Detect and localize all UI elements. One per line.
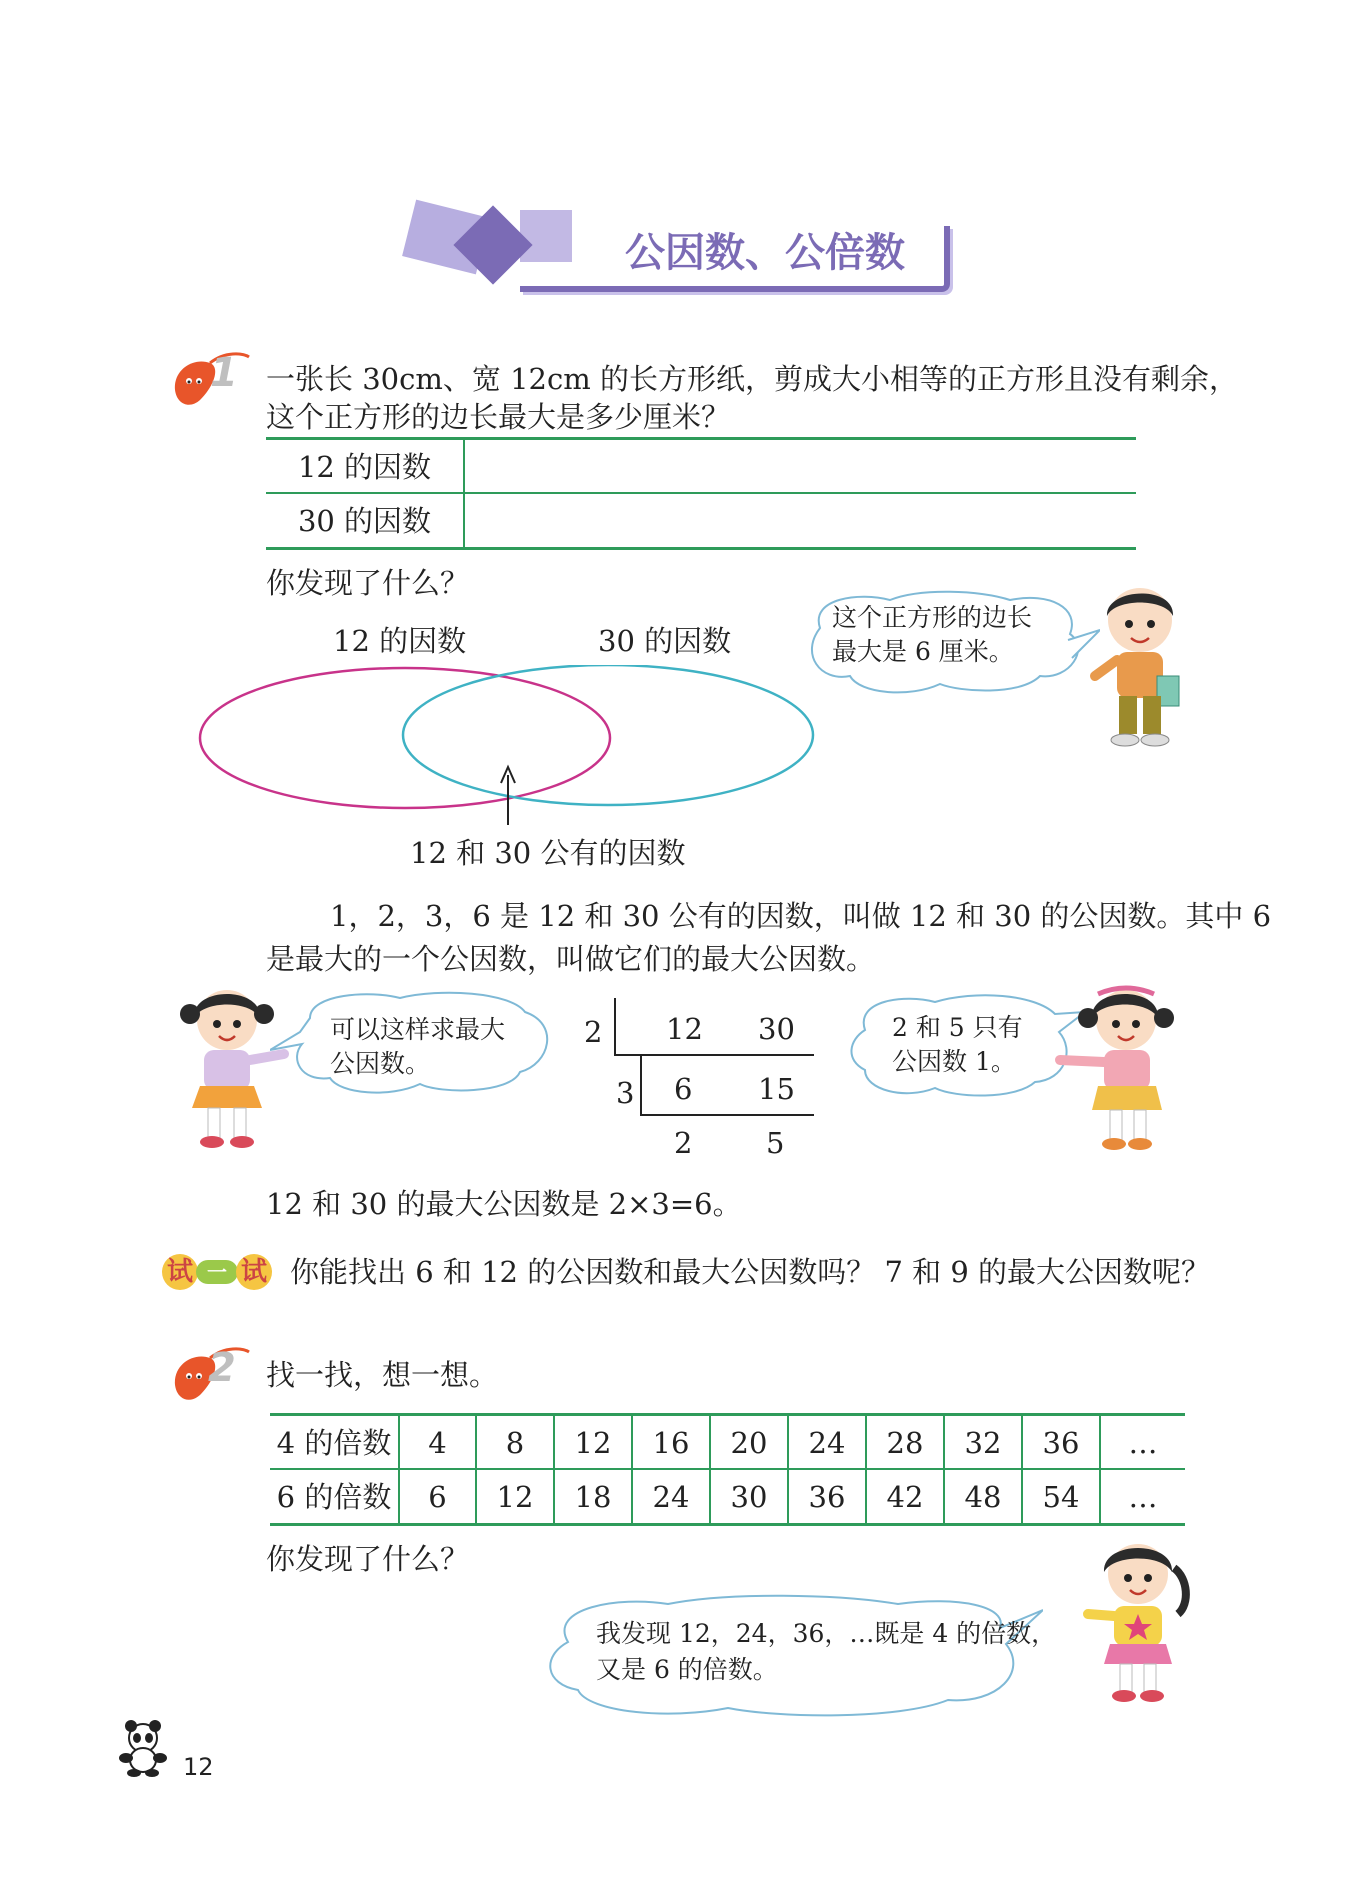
division-bar-2-vertical: [640, 1056, 642, 1114]
table-row-label-12: 12 的因数: [297, 450, 432, 484]
division-bar-1-horizontal: [614, 1054, 814, 1056]
page-title: 公因数、公倍数: [625, 229, 905, 276]
try-it-badge-mid: 一: [196, 1260, 238, 1284]
page-number: 12: [183, 1753, 214, 1781]
venn-label-right: 30 的因数: [598, 624, 732, 658]
mtable-cell: 28: [886, 1426, 924, 1460]
try-it-badge-left: 试: [162, 1254, 198, 1290]
division-row1-b: 30: [758, 1012, 795, 1046]
girl-left-bubble-line-1: 可以这样求最大: [330, 1015, 506, 1044]
venn-arrow-label: 12 和 30 公有的因数: [410, 836, 686, 870]
mtable-cell: 16: [652, 1426, 690, 1460]
boy-bubble-line-2: 最大是 6 厘米。: [832, 637, 1014, 666]
question-line-2: 这个正方形的边长最大是多少厘米？: [266, 400, 731, 434]
conclusion: 12 和 30 的最大公因数是 2×3=6。: [266, 1187, 742, 1221]
girl-right-bubble-line-1: 2 和 5 只有: [892, 1013, 1023, 1042]
divisor-1: 2: [584, 1015, 603, 1049]
divisor-2: 3: [616, 1076, 635, 1110]
example-2-bubble-line-2: 又是 6 的倍数。: [596, 1655, 778, 1684]
mtable-cell: 24: [652, 1480, 690, 1514]
mtable-cell: 54: [1042, 1480, 1080, 1514]
division-row2-a: 6: [674, 1072, 693, 1106]
venn-ellipse-12: [200, 668, 610, 808]
venn-label-left: 12 的因数: [333, 624, 467, 658]
table-divider: [463, 440, 465, 547]
mtable-cell: 20: [730, 1426, 768, 1460]
girl-left-bubble-line-2: 公因数。: [330, 1049, 431, 1078]
division-row2-b: 15: [758, 1072, 795, 1106]
division-row3-b: 5: [766, 1126, 785, 1160]
mtable-cell: 36: [808, 1480, 846, 1514]
example-2-number: 2: [208, 1345, 236, 1391]
division-row1-a: 12: [666, 1012, 703, 1046]
discover-prompt: 你发现了什么？: [266, 566, 470, 600]
try-it-badge: [162, 1254, 272, 1290]
mtable-row-label: 4 的倍数: [276, 1426, 392, 1460]
example-2-girl-illustration: [1078, 1534, 1198, 1709]
mtable-cell: 48: [964, 1480, 1002, 1514]
example-2-prompt: 找一找，想一想。: [266, 1358, 499, 1392]
boy-bubble-line-1: 这个正方形的边长: [832, 603, 1033, 632]
venn-ellipse-30: [403, 665, 813, 805]
mtable-cell: 12: [496, 1480, 534, 1514]
mtable-cell: 36: [1042, 1426, 1080, 1460]
mtable-cell: 30: [730, 1480, 768, 1514]
table-row-label-30: 30 的因数: [297, 504, 432, 538]
mtable-cell: …: [1128, 1426, 1158, 1460]
mtable-cell: …: [1128, 1480, 1158, 1514]
girl-right-illustration: [1048, 978, 1188, 1158]
division-bar-1-vertical: [614, 998, 616, 1054]
division-row3-a: 2: [674, 1126, 693, 1160]
mtable-cell: 42: [886, 1480, 924, 1514]
try-it-badge-right: 试: [236, 1254, 272, 1290]
mtable-cell: 6: [428, 1480, 447, 1514]
venn-diagram: [195, 665, 835, 840]
mtable-cell: 18: [574, 1480, 612, 1514]
mtable-cell: 4: [428, 1426, 447, 1460]
division-bar-2-horizontal: [640, 1114, 814, 1116]
girl-right-bubble-line-2: 公因数 1。: [892, 1047, 1016, 1076]
mtable-cell: 8: [505, 1426, 525, 1460]
try-it-text: 你能找出 6 和 12 的公因数和最大公因数吗？ 7 和 9 的最大公因数呢？: [290, 1255, 1211, 1289]
definition-line-2: 是最大的一个公因数，叫做它们的最大公因数。: [266, 942, 876, 976]
mtable-cell: 24: [808, 1426, 846, 1460]
example-2-discover-prompt: 你发现了什么？: [266, 1542, 470, 1576]
definition-line-1: 1，2，3，6 是 12 和 30 公有的因数，叫做 12 和 30 的公因数。其中 6: [330, 899, 1272, 933]
example-2-bubble-line-1: 我发现 12，24，36，…既是 4 的倍数，: [596, 1619, 1057, 1648]
example-number: 1: [210, 350, 238, 396]
boy-illustration: [1085, 580, 1195, 755]
panda-icon: [112, 1716, 174, 1778]
mtable-row-label: 6 的倍数: [276, 1480, 392, 1514]
mtable-cell: 32: [964, 1426, 1002, 1460]
mtable-cell: 12: [574, 1426, 612, 1460]
question-line-1: 一张长 30cm、宽 12cm 的长方形纸，剪成大小相等的正方形且没有剩余，: [266, 362, 1238, 396]
